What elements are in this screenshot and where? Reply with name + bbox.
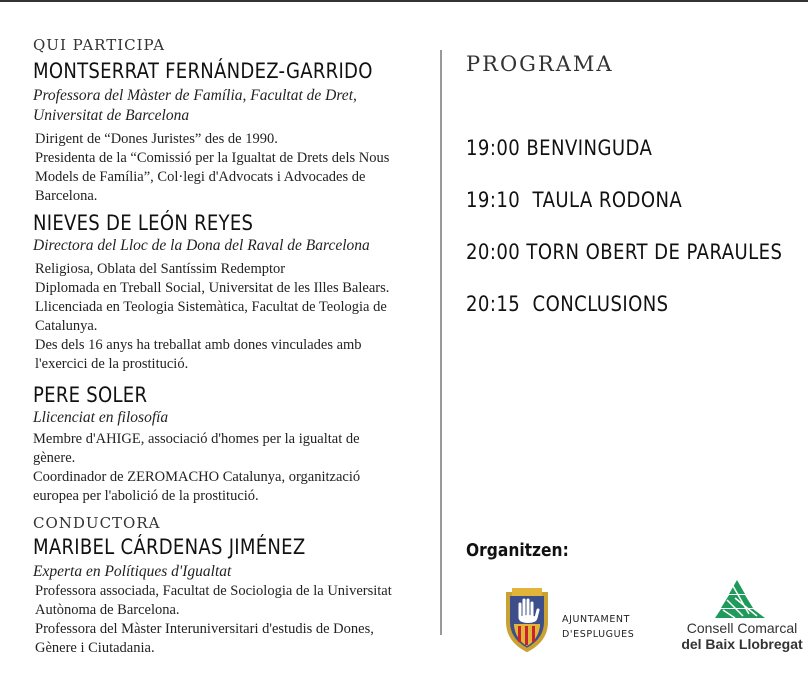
- program-column: [466, 52, 806, 330]
- logo-text-line: Consell Comarcal: [686, 620, 798, 636]
- bio-line: Models de Família”, Col·legi d'Advocats i Advocades de: [35, 169, 366, 185]
- bio-line: Llicenciada en Teologia Sistemàtica, Facultat de Teologia de: [35, 299, 387, 315]
- speaker-name: NIEVES DE LEÓN REYES: [33, 211, 254, 235]
- esplugues-logo-text: [562, 612, 634, 642]
- bio-line: Professora del Màster Interuniversitari d'estudis de Dones,: [35, 621, 374, 637]
- logo-text-line: D'ESPLUGUES: [562, 629, 635, 640]
- program-title: PROGRAMA: [466, 52, 614, 76]
- bio-line: Coordinador de ZEROMACHO Catalunya, organització: [33, 469, 361, 485]
- bio-line: Autònoma de Barcelona.: [35, 602, 180, 618]
- moderator-name: MARIBEL CÁRDENAS JIMÉNEZ: [33, 535, 306, 559]
- moderator-role: [33, 562, 438, 582]
- speaker-bio: [33, 260, 438, 374]
- bio-line: Des dels 16 anys ha treballat amb dones vinculades amb: [35, 337, 362, 353]
- speaker-role: [33, 86, 438, 126]
- program-item: 19:10 TAULA RODONA: [466, 188, 683, 212]
- speaker-1: [33, 58, 438, 206]
- consell-tree-icon: [705, 578, 775, 620]
- bio-line: gènere.: [33, 450, 76, 466]
- program-item: 19:00 BENVINGUDA: [466, 136, 653, 160]
- logo-text-line: del Baix Llobregat: [681, 636, 803, 652]
- bio-line: Religiosa, Oblata del Santíssim Redemptor: [35, 261, 286, 277]
- bio-line: Catalunya.: [35, 318, 98, 334]
- program-item: 20:00 TORN OBERT DE PARAULES: [466, 240, 783, 264]
- esplugues-shield-icon: [500, 588, 554, 654]
- bio-line: europea per l'abolició de la prostitució.: [33, 488, 259, 504]
- speaker-role: [33, 408, 438, 428]
- role-line: Directora del Lloc de la Dona del Raval de Barcelona: [33, 237, 370, 254]
- logo-text-line: AJUNTAMENT: [562, 614, 631, 625]
- speaker-bio: [33, 430, 438, 506]
- bio-line: Membre d'AHIGE, associació d'homes per la igualtat de: [33, 431, 360, 447]
- role-line: Professora del Màster de Família, Facultat de Dret,: [33, 87, 357, 104]
- bio-line: Diplomada en Treball Social, Universitat de les Illes Balears.: [35, 280, 390, 296]
- top-rule: [0, 0, 808, 2]
- speaker-3: [33, 382, 438, 506]
- bio-line: l'exercici de la prostitució.: [35, 356, 189, 372]
- bio-line: Presidenta de la “Comissió per la Igualtat de Drets dels Nous: [35, 150, 390, 166]
- participants-column: [33, 36, 438, 658]
- column-divider: [440, 50, 442, 635]
- bio-line: Dirigent de “Dones Juristes” des de 1990.: [35, 131, 278, 147]
- role-line: Experta en Polítiques d'Igualtat: [33, 563, 232, 580]
- bio-line: Barcelona.: [35, 188, 98, 204]
- bio-line: Professora associada, Facultat de Sociologia de la Universitat: [35, 583, 392, 599]
- speaker-bio: [33, 130, 438, 206]
- speaker-role: [33, 236, 438, 256]
- program-item: 20:15 CONCLUSIONS: [466, 292, 669, 316]
- organizers-heading: Organitzen:: [466, 540, 569, 561]
- consell-logo-text: [676, 620, 808, 652]
- speaker-2: [33, 210, 438, 374]
- speaker-name: PERE SOLER: [33, 383, 148, 407]
- moderator-heading: CONDUCTORA: [33, 514, 161, 532]
- moderator: [33, 534, 438, 658]
- moderator-bio: [33, 582, 438, 658]
- role-line: Universitat de Barcelona: [33, 107, 190, 124]
- role-line: Llicenciat en filosofía: [33, 409, 169, 426]
- speaker-name: MONTSERRAT FERNÁNDEZ-GARRIDO: [33, 59, 373, 83]
- participants-heading: QUI PARTICIPA: [33, 36, 166, 54]
- bio-line: Gènere i Ciutadania.: [35, 640, 155, 656]
